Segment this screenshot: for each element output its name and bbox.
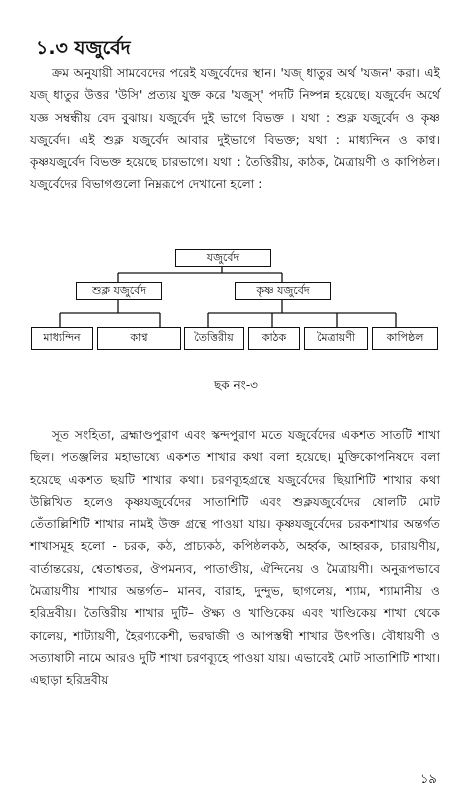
diagram-root-node: যজুর্বেদ [175,249,271,267]
diagram-leaf-kanva: কাণ্ব [97,327,181,350]
diagram-leaf-kapishthala: কাপিষ্ঠল [372,327,438,350]
section-heading: ১.৩ যজুর্বেদ [36,37,131,59]
diagram-caption: ছক নং-৩ [214,378,258,392]
diagram-branch-krishna: কৃষ্ণ যজুর্বেদ [235,282,331,300]
diagram-leaf-taittiriya: তৈত্তিরীয় [184,327,244,350]
page-number: ১৯ [420,772,437,787]
diagram-leaf-kathaka: কাঠক [248,327,300,350]
yajurveda-division-diagram [22,243,452,361]
body-paragraph-block [30,424,440,692]
body-paragraph: সূত সংহিতা, ব্রহ্মাণ্ডপুরাণ এবং স্কন্দপুরাণ মতে যজুর্বেদের একশত সাতটি শাখা ছিল। পতঞ্জলির মহাভাষ্যে একশত শাখার কথা বলা হয়েছে। মুক্তিকোপনিষদে বলা হয়েছে একশত ছয়টি শাখার কথা। চরণব্যূহগ্রন্থে যজুর্বেদের ছিয়াশিটি শাখার কথা উল্লিখিত হলেও কৃষ্ণযজুর্বেদের সাতাশিটি এবং শুক্লযজুর্বেদের ষোলটি মোট তেঁতাল্লিশিটি শাখার নামই উক্ত গ্রন্থে পাওয়া যায়। কৃষ্ণযজুর্বেদের চরকশাখার অন্তর্গত শাখাসমূহ হলো - চরক, কঠ, প্রাচ্যকঠ, কপিষ্ঠলকঠ, অর্হ্বক, আহ্বরক, চারায়ণীয়, বার্তান্তরেয়, শ্বেতাশ্বতর, ঔপমন্যব, পাতাণ্ডীয়, ঐন্দিনেয় ও মৈত্রায়ণী। অনুরূপভাবে মৈত্রায়ণীয় শাখার অন্তর্গত– মানব, বারাহ, দুন্দুভ, ছাগলেয়, শ্যাম, শ্যামানীয় ও হরিদ্রবীয়। তৈত্তিরীয় শাখার দুটি– ঔক্ষ্য ও খাণ্ডিকেয় এবং খাণ্ডিকেয় শাখা থেকে কালেয়, শাট্যায়ণী, হৈরণ্যকেশী, ভরদ্বাজী ও আপস্তম্বী শাখার উৎপত্তি। বৌধায়ণী ও সত্যাষাঢী নামে আরও দুটি শাখা চরণব্যূহে পাওয়া যায়। এভাবেই মোট সাতাশিটি শাখা। এছাড়া হরিদ্রবীয় [30,428,440,688]
intro-paragraph-block [30,62,440,196]
diagram-leaf-maitrayani: মৈত্রায়ণী [304,327,368,350]
diagram-branch-shukla: শুক্ল যজুর্বেদ [76,282,162,300]
intro-paragraph: ক্রম অনুযায়ী সামবেদের পরেই যজুর্বেদের স্থান। 'যজ্ ধাতুর অর্থ 'যজন' করা। এই যজ্ ধাতুর উত্তর 'উসি' প্রত্যয় যুক্ত করে 'যজুস্' পদটি নিষ্পন্ন হয়েছে। যজুর্বেদ অর্থে যজ্ঞ সম্বন্ধীয় বেদ বুঝায়। যজুর্বেদ দুই ভাগে বিভক্ত । যথা : শুক্ল যজুর্বেদ ও কৃষ্ণ যজুর্বেদ। এই শুক্ল যজুর্বেদ আবার দুইভাগে বিভক্ত; যথা : মাধ্যন্দিন ও কাণ্ব। কৃষ্ণযজুর্বেদ বিভক্ত হয়েছে চারভাগে। যথা : তৈত্তিরীয়, কাঠক, মৈত্রায়ণী ও কাপিষ্ঠল। যজুর্বেদের বিভাগগুলো নিম্নরূপে দেখানো হলো : [30,66,440,192]
diagram-leaf-madhyandina: মাধ্যন্দিন [31,327,93,350]
